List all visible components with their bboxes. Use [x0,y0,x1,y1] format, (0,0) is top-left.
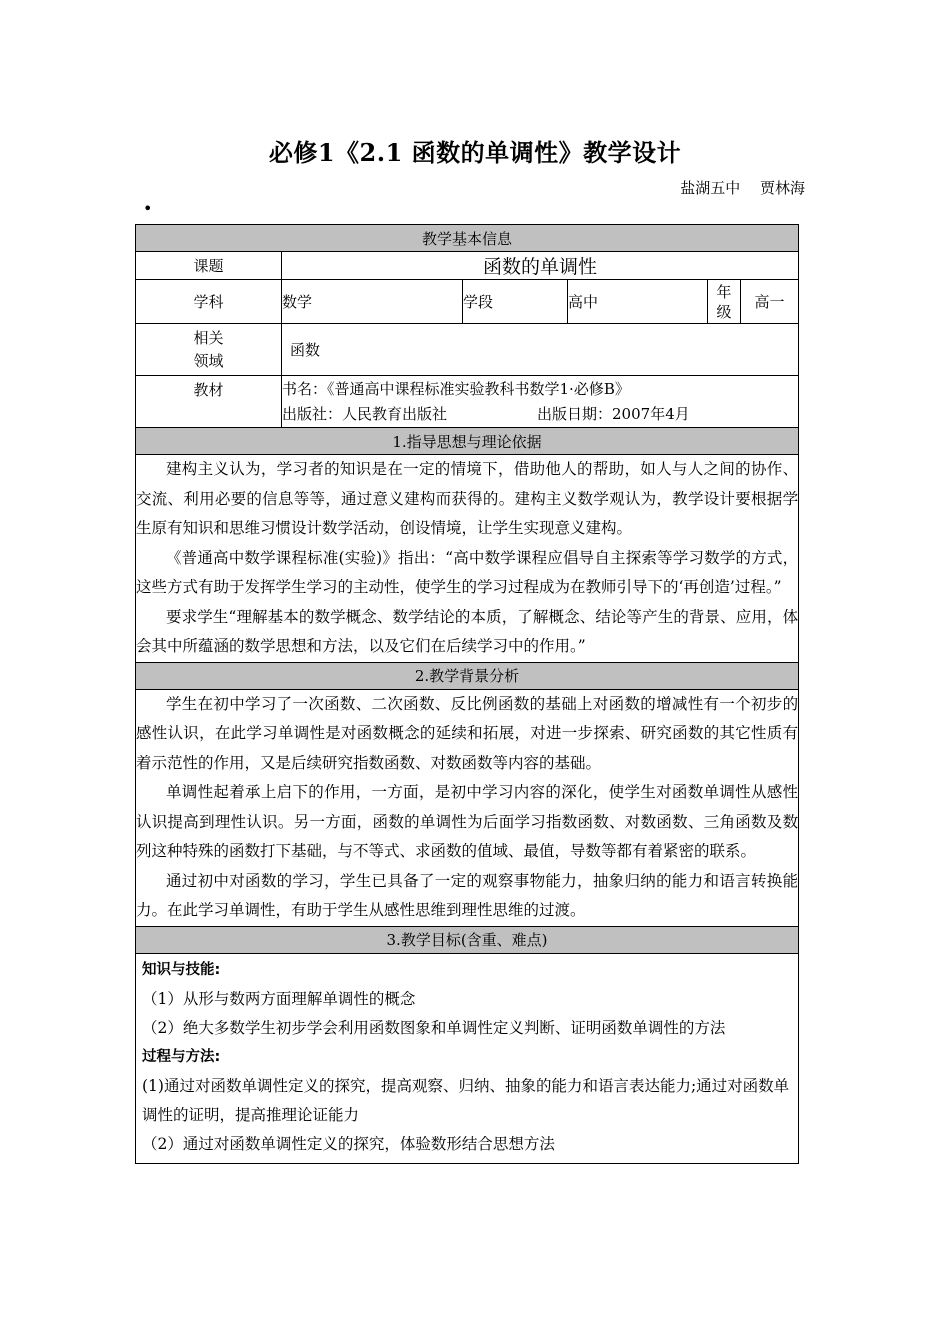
field-value: 函数 [282,324,799,376]
stage-value: 高中 [568,280,708,324]
document-title: 必修1《2.1 函数的单调性》教学设计 [268,138,682,167]
topic-value: 函数的单调性 [282,252,799,280]
publish-date: 出版日期：2007年4月 [537,404,690,423]
textbook-info [282,376,799,428]
paragraph: 单调性起着承上启下的作用，一方面，是初中学习内容的深化，使学生对函数单调性从感性认识提高到理性认识。另一方面，函数的单调性为后面学习指数函数、对数函数、三角函数及数列这种特殊的函数打下基础，与不等式、求函数的值域、最值，导数等都有着紧密的联系。 [136,783,799,860]
paragraph: 学生在初中学习了一次函数、二次函数、反比例函数的基础上对函数的增减性有一个初步的感性认识，在此学习单调性是对函数概念的延续和拓展，对进一步探索、研究函数的其它性质有着示范性的作用，又是后续研究指数函数、对数函数等内容的基础。 [136,694,799,772]
section-2-content [136,689,799,926]
grade-value: 高一 [741,280,799,324]
section-3-content [136,953,799,1163]
field-label-line-2: 领域 [193,351,224,370]
goal-item: （2）通过对函数单调性定义的探究，体验数形结合思想方法 [142,1134,555,1153]
grade-label [708,280,741,324]
subject-label: 学科 [136,280,282,324]
section-3-header: 3.教学目标(含重、难点) [136,926,799,953]
section-1-content [136,455,799,663]
lesson-plan-table [135,224,799,1164]
field-label [136,324,282,376]
author-line: 盐湖五中 贾林海 [680,179,805,197]
topic-label: 课题 [136,252,282,280]
field-label-line-1: 相关 [193,328,224,347]
goal-item: （1）从形与数两方面理解单调性的概念 [142,989,416,1008]
bullet-mark: • [143,199,153,218]
section-2-header: 2.教学背景分析 [136,662,799,689]
subject-value: 数学 [282,280,463,324]
grade-label-line-1: 年 [716,282,732,301]
goal-item: (1)通过对函数单调性定义的探究，提高观察、归纳、抽象的能力和语言表达能力;通过对函数单调性的证明，提高推理论证能力 [142,1076,790,1124]
paragraph: 通过初中对函数的学习，学生已具备了一定的观察事物能力，抽象归纳的能力和语言转换能力。在此学习单调性，有助于学生从感性思维到理性思维的过渡。 [136,871,799,919]
paragraph: 建构主义认为，学习者的知识是在一定的情境下，借助他人的帮助，如人与人之间的协作、交流、利用必要的信息等等，通过意义建构而获得的。建构主义数学观认为，教学设计要根据学生原有知识和思维习惯设计数学活动，创设情境，让学生实现意义建构。 [136,460,799,537]
goal-item: （2）绝大多数学生初步学会利用函数图象和单调性定义判断、证明函数单调性的方法 [142,1018,726,1037]
section-1-header: 1.指导思想与理论依据 [136,428,799,455]
basic-info-header: 教学基本信息 [136,225,799,252]
knowledge-heading: 知识与技能: [142,961,221,978]
stage-label: 学段 [463,280,568,324]
textbook-label: 教材 [136,376,282,428]
book-name: 书名：《普通高中课程标准实验教科书数学1·必修B》 [282,379,630,398]
process-heading: 过程与方法: [142,1048,221,1065]
publisher: 出版社：人民教育出版社 [282,404,448,423]
grade-label-line-2: 级 [716,302,732,321]
publisher-line [282,402,798,427]
paragraph: 要求学生“理解基本的数学概念、数学结论的本质，了解概念、结论等产生的背景、应用，体会其中所蕴涵的数学思想和方法，以及它们在后续学习中的作用。” [136,607,799,655]
paragraph: 《普通高中数学课程标准(实验)》指出：“高中数学课程应倡导自主探索等学习数学的方式，这些方式有助于发挥学生学习的主动性，使学生的学习过程成为在教师引导下的‘再创造’过程。” [136,548,799,596]
